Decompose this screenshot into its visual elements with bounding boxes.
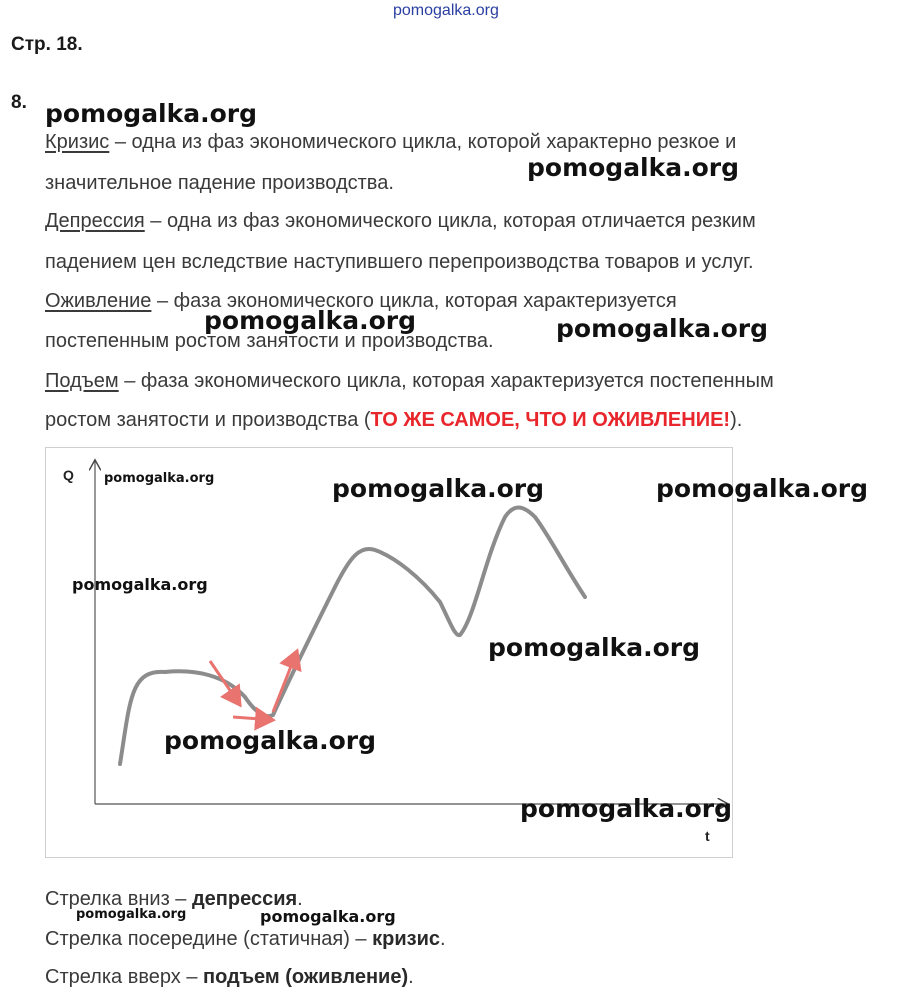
definition-revival-cont: постепенным ростом занятости и производства.	[45, 330, 494, 352]
page-reference: Стр. 18.	[11, 34, 83, 55]
definition-upswing-cont	[45, 409, 742, 432]
definition-text: – фаза экономического цикла, которая характеризуется	[151, 290, 677, 312]
watermark: pomogalka.org	[45, 99, 258, 128]
highlight-note: ТО ЖЕ САМОЕ, ЧТО И ОЖИВЛЕНИЕ!	[370, 409, 731, 431]
definition-crisis-cont: значительное падение производства.	[45, 172, 394, 194]
task-number: 8.	[11, 92, 27, 113]
term-crisis: Кризис	[45, 131, 110, 153]
y-axis-label: Q	[63, 467, 74, 483]
watermark: pomogalka.org	[104, 471, 215, 486]
definition-depression	[45, 210, 756, 233]
watermark: pomogalka.org	[164, 726, 377, 755]
watermark: pomogalka.org	[260, 907, 396, 926]
watermark: pomogalka.org	[488, 633, 701, 662]
legend-static: Стрелка посередине (статичная) – кризис.	[45, 928, 446, 950]
watermark: pomogalka.org	[656, 474, 869, 503]
definition-text: – фаза экономического цикла, которая характеризуется постепенным	[118, 370, 774, 392]
up-arrow	[273, 651, 297, 712]
watermark: pomogalka.org	[556, 314, 769, 343]
definition-text: – одна из фаз экономического цикла, которой характерно резкое и	[109, 131, 737, 153]
definition-crisis	[45, 131, 736, 154]
header-watermark: pomogalka.org	[393, 2, 499, 19]
legend-up: Стрелка вверх – подъем (оживление).	[45, 966, 414, 988]
definition-text: ).	[730, 409, 743, 431]
term-revival: Оживление	[45, 290, 152, 312]
term-upswing: Подъем	[45, 370, 119, 392]
watermark: pomogalka.org	[332, 474, 545, 503]
term-depression: Депрессия	[45, 210, 145, 232]
watermark: pomogalka.org	[76, 907, 187, 922]
definition-text: ростом занятости и производства (	[45, 409, 371, 431]
down-arrow	[210, 661, 240, 705]
watermark: pomogalka.org	[527, 153, 740, 182]
watermark: pomogalka.org	[204, 306, 417, 335]
definition-depression-cont: падением цен вследствие наступившего перепроизводства товаров и услуг.	[45, 251, 754, 273]
definition-text: – одна из фаз экономического цикла, которая отличается резким	[144, 210, 756, 232]
legend-down: Стрелка вниз – депрессия.	[45, 888, 303, 910]
definition-upswing	[45, 370, 774, 393]
watermark: pomogalka.org	[520, 794, 733, 823]
watermark: pomogalka.org	[72, 575, 208, 594]
x-axis-label: t	[705, 828, 710, 844]
